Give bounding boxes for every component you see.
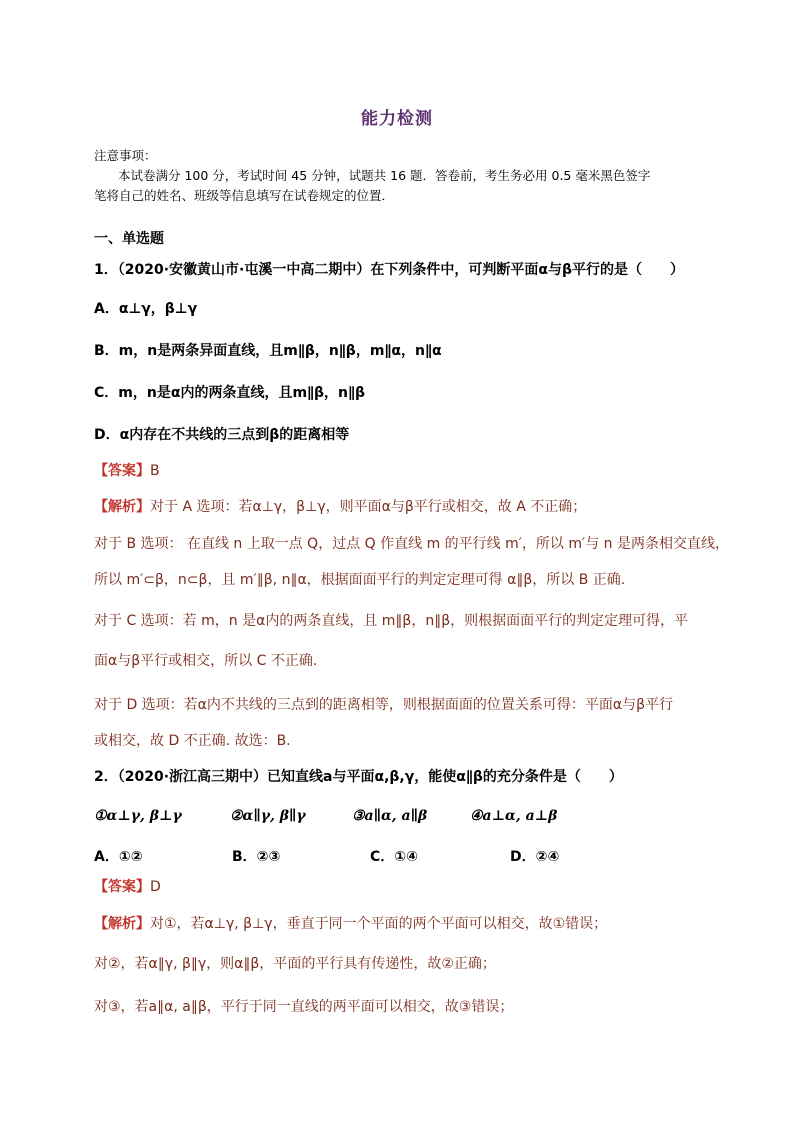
notice-line-1: 本试卷满分 100 分，考试时间 45 分钟，试题共 16 题．答卷前，考生务必用 0.5 毫米黑色签字 bbox=[118, 168, 651, 183]
q1-analysis-2: 对于 B 选项： 在直线 n 上取一点 Q，过点 Q 作直线 m 的平行线 m′，所以 m′与 n 是两条相交直线， bbox=[94, 536, 729, 552]
q2-option-c: C．①④ bbox=[370, 849, 418, 865]
q2-option-a: A．①② bbox=[94, 849, 143, 865]
q1-option-b: B．m，n是两条异面直线，且m∥β，n∥β，m∥α，n∥α bbox=[94, 343, 442, 359]
q2-condition-2: ②α∥γ, β∥γ bbox=[230, 808, 306, 824]
q1-answer-tag: 【答案】 bbox=[94, 463, 150, 479]
q1-analysis-text-1: 对于 A 选项：若α⊥γ，β⊥γ，则平面α与β平行或相交，故 A 不正确； bbox=[150, 499, 587, 515]
q1-analysis-3: 所以 m′⊂β，n⊂β，且 m′∥β, n∥α，根据面面平行的判定定理可得 α∥β，所以 B 正确. bbox=[94, 572, 626, 588]
q1-analysis-5: 面α与β平行或相交，所以 C 不正确. bbox=[94, 653, 318, 669]
q2-condition-4: ④a⊥α, a⊥β bbox=[470, 808, 558, 824]
q1-analysis-7: 或相交，故 D 不正确. 故选：B. bbox=[94, 733, 291, 749]
q2-analysis-3: 对③，若a∥α, a∥β，平行于同一直线的两平面可以相交，故③错误； bbox=[94, 999, 514, 1015]
q1-analysis-1 bbox=[94, 498, 586, 516]
q1-analysis-tag: 【解析】 bbox=[94, 499, 150, 515]
q1-option-c: C．m，n是α内的两条直线，且m∥β，n∥β bbox=[94, 385, 366, 401]
q2-answer bbox=[94, 878, 161, 896]
q2-condition-3: ③a∥α, a∥β bbox=[352, 808, 428, 824]
notice-heading: 注意事项： bbox=[94, 148, 157, 163]
section-heading: 一、单选题 bbox=[94, 231, 164, 247]
notice-line-2: 笔将自己的姓名、班级等信息填写在试卷规定的位置． bbox=[94, 188, 395, 203]
q1-option-d: D．α内存在不共线的三点到β的距离相等 bbox=[94, 427, 350, 443]
q1-answer bbox=[94, 462, 160, 480]
q1-analysis-6: 对于 D 选项：若α内不共线的三点到的距离相等，则根据面面的位置关系可得：平面α与β平行 bbox=[94, 697, 674, 713]
q2-analysis-text-1: 对①，若α⊥γ, β⊥γ，垂直于同一个平面的两个平面可以相交，故①错误； bbox=[150, 916, 608, 932]
q2-answer-tag: 【答案】 bbox=[94, 879, 150, 895]
q2-stem: 2．（2020·浙江高三期中）已知直线a与平面α,β,γ，能使α∥β的充分条件是（ ） bbox=[94, 769, 623, 785]
q2-analysis-tag: 【解析】 bbox=[94, 916, 150, 932]
q1-stem: 1．（2020·安徽黄山市·屯溪一中高二期中）在下列条件中，可判断平面α与β平行的是（ ） bbox=[94, 262, 684, 278]
q2-condition-1: ①α⊥γ, β⊥γ bbox=[94, 808, 182, 824]
q1-analysis-4: 对于 C 选项：若 m，n 是α内的两条直线，且 m∥β，n∥β，则根据面面平行的判定定理可得，平 bbox=[94, 613, 689, 629]
q2-analysis-1 bbox=[94, 915, 607, 933]
q2-analysis-2: 对②，若α∥γ, β∥γ，则α∥β，平面的平行具有传递性，故②正确； bbox=[94, 956, 496, 972]
page-title: 能力检测 bbox=[361, 109, 433, 129]
q2-answer-value: D bbox=[150, 879, 161, 895]
q2-option-d: D．②④ bbox=[510, 849, 560, 865]
q1-answer-value: B bbox=[150, 463, 160, 479]
q1-option-a: A．α⊥γ，β⊥γ bbox=[94, 301, 198, 317]
q2-option-b: B．②③ bbox=[232, 849, 281, 865]
